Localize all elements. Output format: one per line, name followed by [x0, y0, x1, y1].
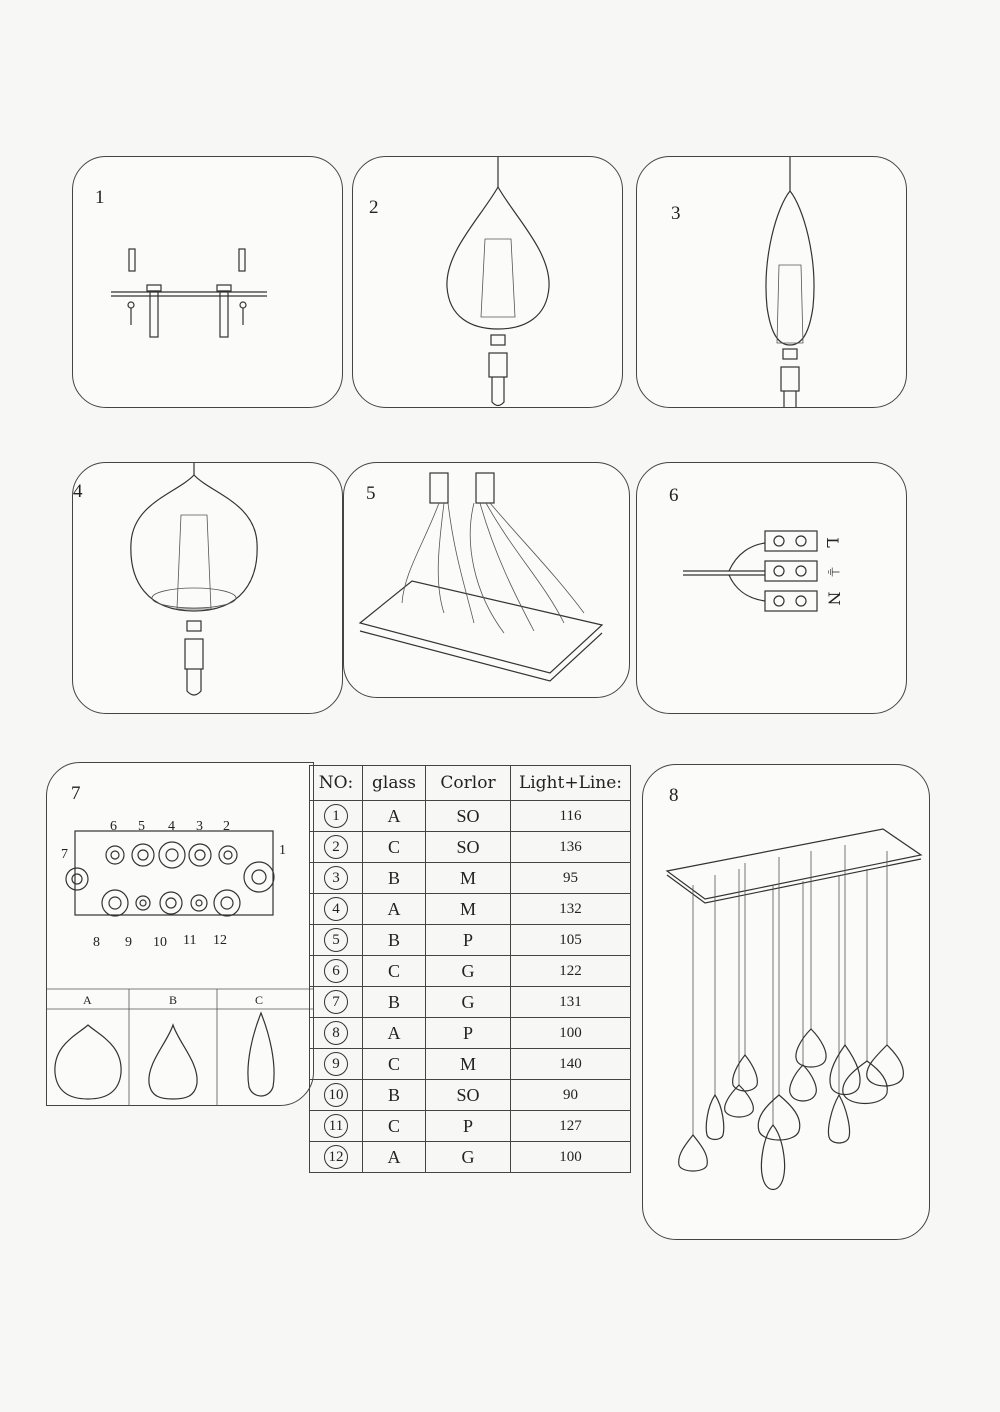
cell-no — [310, 1142, 363, 1173]
table-row — [310, 925, 631, 956]
table-row — [310, 894, 631, 925]
table-row — [310, 1049, 631, 1080]
step-number: 8 — [669, 785, 679, 806]
cell-no — [310, 863, 363, 894]
terminal-label-l: L — [822, 537, 842, 548]
specification-table — [309, 765, 631, 1173]
step-number: 4 — [73, 481, 83, 502]
layout-label: 10 — [153, 935, 167, 950]
layout-label: 3 — [196, 819, 203, 834]
table-row — [310, 987, 631, 1018]
layout-label: 5 — [138, 819, 145, 834]
cell-length: 100 — [511, 1018, 631, 1049]
cell-color: P — [426, 925, 511, 956]
cell-length: 136 — [511, 832, 631, 863]
step-number: 5 — [366, 483, 376, 504]
cell-glass: A — [363, 894, 426, 925]
column-header-no: NO: — [310, 766, 363, 801]
cell-length: 131 — [511, 987, 631, 1018]
table-row — [310, 863, 631, 894]
cell-glass: C — [363, 1049, 426, 1080]
step-2-panel — [352, 156, 623, 408]
cell-no — [310, 956, 363, 987]
cell-glass: B — [363, 925, 426, 956]
step-number: 6 — [669, 485, 679, 506]
layout-label: 1 — [279, 843, 286, 858]
cell-no — [310, 832, 363, 863]
glass-type-b-label: B — [169, 993, 178, 1007]
cell-no — [310, 1049, 363, 1080]
cell-length: 140 — [511, 1049, 631, 1080]
layout-label: 11 — [183, 933, 197, 948]
glass-type-a-label: A — [83, 993, 92, 1007]
slim-pendant-illustration — [637, 157, 907, 408]
step-7-panel — [46, 762, 314, 1106]
cell-color: M — [426, 1049, 511, 1080]
layout-label: 12 — [213, 933, 227, 948]
cell-no — [310, 1080, 363, 1111]
cell-glass: C — [363, 1111, 426, 1142]
step-number: 1 — [95, 187, 105, 208]
cell-length: 127 — [511, 1111, 631, 1142]
step-number: 3 — [671, 203, 681, 224]
installed-chandelier-illustration — [643, 765, 930, 1240]
layout-label: 6 — [110, 819, 117, 834]
table-row — [310, 956, 631, 987]
cell-no — [310, 894, 363, 925]
cell-color: G — [426, 1142, 511, 1173]
column-header-length: Light+Line: — [511, 766, 631, 801]
cell-glass: B — [363, 1080, 426, 1111]
mounting-bracket-illustration — [73, 157, 343, 408]
terminal-label-n: N — [824, 591, 844, 606]
terminal-label-earth: ⏚ — [824, 565, 840, 579]
step-6-panel — [636, 462, 907, 714]
cell-color: SO — [426, 801, 511, 832]
cell-length: 122 — [511, 956, 631, 987]
cell-glass: C — [363, 956, 426, 987]
cell-glass: A — [363, 1142, 426, 1173]
layout-label: 8 — [93, 935, 100, 950]
cell-no — [310, 987, 363, 1018]
step-number: 2 — [369, 197, 379, 218]
cell-glass: C — [363, 832, 426, 863]
cell-length: 132 — [511, 894, 631, 925]
cell-length: 105 — [511, 925, 631, 956]
layout-label: 9 — [125, 935, 132, 950]
teardrop-pendant-illustration — [353, 157, 623, 408]
column-header-glass: glass — [363, 766, 426, 801]
circled-number: 9 — [324, 1052, 348, 1076]
glass-type-c-label: C — [255, 993, 264, 1007]
table-row — [310, 1142, 631, 1173]
step-3-panel — [636, 156, 907, 408]
step-4-panel — [72, 462, 343, 714]
cell-length: 100 — [511, 1142, 631, 1173]
step-8-panel — [642, 764, 930, 1240]
table-header-row — [310, 766, 631, 801]
cell-length: 95 — [511, 863, 631, 894]
column-header-color: Corlor — [426, 766, 511, 801]
cell-no — [310, 1111, 363, 1142]
cell-color: G — [426, 987, 511, 1018]
layout-label: 2 — [223, 819, 230, 834]
circled-number: 5 — [324, 928, 348, 952]
circled-number: 10 — [324, 1083, 348, 1107]
cell-no — [310, 925, 363, 956]
cell-glass: B — [363, 863, 426, 894]
circled-number: 12 — [324, 1145, 348, 1169]
bulb-pendant-illustration — [73, 463, 343, 714]
cell-glass: A — [363, 801, 426, 832]
circled-number: 3 — [324, 866, 348, 890]
table-row — [310, 832, 631, 863]
circled-number: 7 — [324, 990, 348, 1014]
cell-color: SO — [426, 832, 511, 863]
circled-number: 8 — [324, 1021, 348, 1045]
cell-no — [310, 1018, 363, 1049]
cell-color: M — [426, 863, 511, 894]
cell-glass: A — [363, 1018, 426, 1049]
step-1-panel — [72, 156, 343, 408]
cell-glass: B — [363, 987, 426, 1018]
table-row — [310, 801, 631, 832]
circled-number: 4 — [324, 897, 348, 921]
table-row — [310, 1111, 631, 1142]
layout-label: 4 — [168, 819, 175, 834]
step-number: 7 — [71, 783, 81, 804]
circled-number: 6 — [324, 959, 348, 983]
canopy-wiring-illustration — [344, 463, 630, 698]
cell-length: 116 — [511, 801, 631, 832]
table-row — [310, 1018, 631, 1049]
circled-number: 11 — [324, 1114, 348, 1138]
table-row — [310, 1080, 631, 1111]
cell-color: SO — [426, 1080, 511, 1111]
layout-plan-illustration — [47, 763, 314, 1106]
cell-color: P — [426, 1111, 511, 1142]
cell-color: P — [426, 1018, 511, 1049]
step-5-panel — [343, 462, 630, 698]
circled-number: 2 — [324, 835, 348, 859]
cell-no — [310, 801, 363, 832]
cell-color: M — [426, 894, 511, 925]
cell-color: G — [426, 956, 511, 987]
layout-label: 7 — [61, 847, 68, 862]
cell-length: 90 — [511, 1080, 631, 1111]
terminal-block-illustration — [637, 463, 907, 714]
circled-number: 1 — [324, 804, 348, 828]
